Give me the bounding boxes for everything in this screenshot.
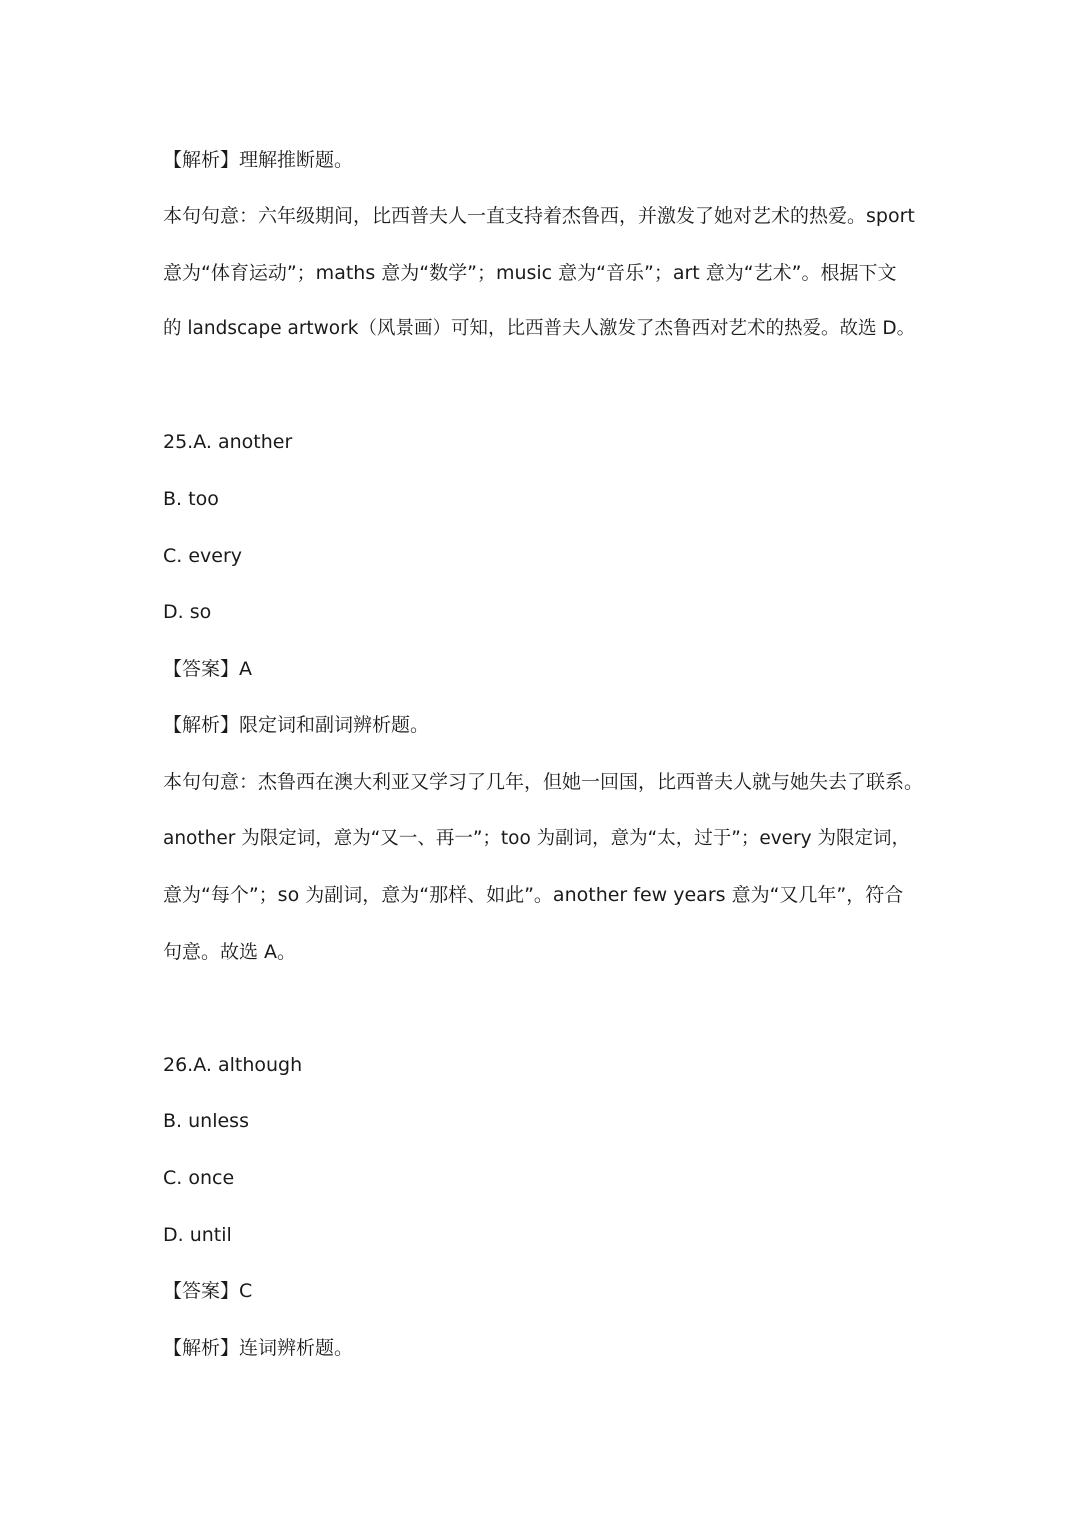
q24-analysis-type: 【解析】理解推断题。 (163, 149, 354, 171)
q25-explanation-line-4: 句意。故选 A。 (163, 941, 297, 963)
q25-answer: 【答案】A (163, 658, 252, 680)
q25-option-d: D. so (163, 601, 212, 623)
q25-option-b: B. too (163, 488, 219, 510)
q25-analysis-type: 【解析】限定词和副词辨析题。 (163, 714, 430, 736)
q25-explanation-line-2: another 为限定词，意为“又一、再一”；too 为副词，意为“太，过于”；every 为限定词， (163, 828, 910, 849)
q26-answer: 【答案】C (163, 1280, 253, 1302)
q26-option-b: B. unless (163, 1110, 249, 1132)
q24-explanation-line-1: 本句句意：六年级期间，比西普夫人一直支持着杰鲁西，并激发了她对艺术的热爱。sport (163, 205, 915, 227)
q24-explanation-line-3: 的 landscape artwork（风景画）可知，比西普夫人激发了杰鲁西对艺术的热爱。故选 D。 (163, 318, 916, 339)
q26-option-d: D. until (163, 1224, 232, 1246)
q25-option-c: C. every (163, 545, 243, 567)
q24-explanation-line-2: 意为“体育运动”；maths 意为“数学”；music 意为“音乐”；art 意为“艺术”。根据下文 (163, 262, 897, 284)
q25-explanation-line-1: 本句句意：杰鲁西在澳大利亚又学习了几年，但她一回国，比西普夫人就与她失去了联系。 (163, 771, 924, 793)
q26-option-c: C. once (163, 1167, 235, 1189)
q26-option-a: 26.A. although (163, 1054, 303, 1076)
q25-explanation-line-3: 意为“每个”；so 为副词，意为“那样、如此”。another few years 意为“又几年”，符合 (163, 884, 904, 906)
q25-option-a: 25.A. another (163, 431, 293, 453)
q26-analysis-type: 【解析】连词辨析题。 (163, 1337, 354, 1359)
